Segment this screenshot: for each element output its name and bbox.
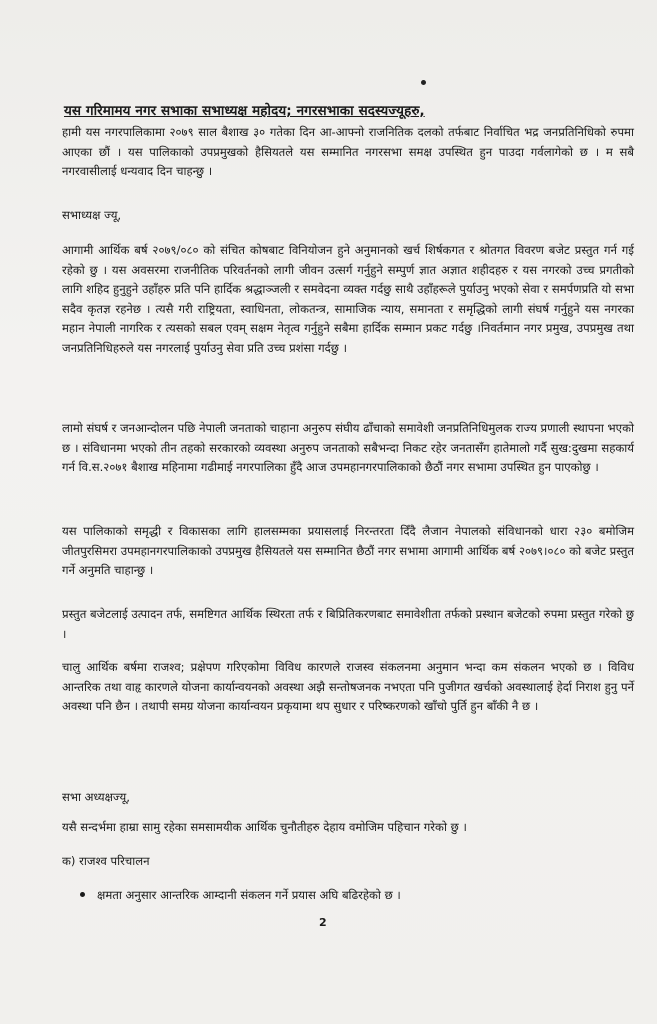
paragraph-challenges: यसै सन्दर्भमा हाम्रा सामु रहेका समसामयीक आर्थिक चुनौतीहरु देहाय वमोजिम पहिचान गरेको छु ।	[62, 820, 467, 834]
page-number: 2	[319, 916, 327, 929]
bullet-icon	[80, 892, 85, 897]
salutation-chair: सभाध्यक्ष ज्यू,	[62, 208, 122, 222]
paragraph-budget-direction: प्रस्तुत बजेटलाई उत्पादन तर्फ, समष्टिगत आर्थिक स्थिरता तर्फ र बिप्रितिकरणबाट समावेशीता तर्फको प्रस्थान बजेटको रुपमा प्रस्तुत गरेको छु ।	[62, 607, 634, 641]
paragraph-budget-permission: यस पालिकाको समृद्धी र विकासका लागि हालसम्मका प्रयासलाई निरन्तरता दिँदै लैजान नेपालको संविधानको धारा २३० बमोजिम जीतपुरसिमरा उपमहानगरपालिकाको उपप्रमुख हैसियतले यस सम्मानित छैठौं नगर सभामा आगामी आर्थिक बर्ष २०७९।०८० को बजेट प्रस्तुत गर्ने अनुमति चाहान्छु ।	[62, 524, 634, 577]
paragraph-budget-tribute: आगामी आर्थिक बर्ष २०७९/०८० को संचित कोषबाट विनियोजन हुने अनुमानको खर्च शिर्षकगत र श्रोतगत विवरण बजेट प्रस्तुत गर्न गई रहेको छु । यस अवसरमा राजनीतिक परिवर्तनको लागी जीवन उत्सर्ग गर्नुहुने सम्पुर्ण ज्ञात अज्ञात शहीदहरु र यस नगरको उच्च प्रगतीको लागि शहिद हुनुहुने उहाँहरु प्रति पनि हार्दिक श्रद्धाञ्जली र समवेदना व्यक्त गर्दछु साथै उहाँहरूले पुर्याउनु भएको सेवा र समर्पणप्रति यो सभा सदैव कृतज्ञ रहनेछ । त्यसै गरी राष्ट्रियता, स्वाधिनता, लोकतन्त्र, सामाजिक न्याय, समानता र समृद्धिको लागी संघर्ष गर्नुहुने यस नगरका महान नेपाली नागरिक र त्यसको सबल एवम् सक्षम नेतृत्व गर्नुहुने सबैमा हार्दिक सम्मान प्रकट गर्दछु ।निवर्तमान नगर प्रमुख, उपप्रमुख तथा जनप्रतिनिधिहरुले यस नगरलाई पुर्याउनु सेवा प्रति उच्च प्रशंसा गर्दछु ।	[62, 243, 634, 355]
paragraph-revenue-status: चालु आर्थिक बर्षमा राजश्व; प्रक्षेपण गरिएकोमा विविध कारणले राजस्व संकलनमा अनुमान भन्दा कम संकलन भएको छ । विविध आन्तरिक तथा वाहृ कारणले योजना कार्यान्वयनको अवस्था अझै सन्तोषजनक नभएता पनि पुजीगत खर्चको अवस्थालाई हेर्दा निराश हुनु पर्ने अवस्था पनि छैन । तथापी समग्र योजना कार्यान्वयन प्रकृयामा थप सुधार र परिष्करणको खाँचो पुर्ति हुन बाँकी नै छ ।	[62, 660, 634, 713]
paragraph-introduction: हामी यस नगरपालिकामा २०७९ साल बैशाख ३० गतेका दिन आ-आफ्नो राजनितिक दलको तर्फबाट निर्वाचित भद्र जनप्रतिनिधिको रुपमा आएका छौं । यस पालिकाको उपप्रमुखको हैसियतले यस सम्मानित नगरसभा समक्ष उपस्थित हुन पाउदा गर्वलागेको छ । म सबै नगरवासीलाई धन्यवाद दिन चाहन्छु ।	[62, 125, 634, 178]
paragraph-federal-system: लामो संघर्ष र जनआन्दोलन पछि नेपाली जनताको चाहाना अनुरुप संघीय ढाँचाको समावेशी जनप्रतिनिधिमुलक राज्य प्रणाली स्थापना भएको छ । संविधानमा भएको तीन तहको सरकारको व्यवस्था अनुरुप जनताको सबैभन्दा निकट रहेर जनतासँग हातेमालो गर्दै सुख:दुखमा सहकार्य गर्न वि.स.२०७१ बैशाख महिनामा गढीमाई नगरपालिका हुँदै आज उपमहानगरपालिकाको छैठौं नगर सभामा उपस्थित हुन पाएकोछु ।	[62, 421, 634, 474]
address-heading: यस गरिमामय नगर सभाका सभाध्यक्ष महोदय; नगरसभाका सदस्यज्यूहरु,	[64, 103, 425, 119]
ink-mark	[421, 80, 426, 85]
bullet-text: क्षमता अनुसार आन्तरिक आम्दानी संकलन गर्ने प्रयास अघि बढिरहेको छ ।	[97, 888, 401, 902]
salutation-chair-2: सभा अध्यक्षज्यू,	[62, 790, 130, 804]
bullet-item	[80, 886, 401, 904]
section-label-revenue: क) राजश्व परिचालन	[62, 854, 150, 868]
